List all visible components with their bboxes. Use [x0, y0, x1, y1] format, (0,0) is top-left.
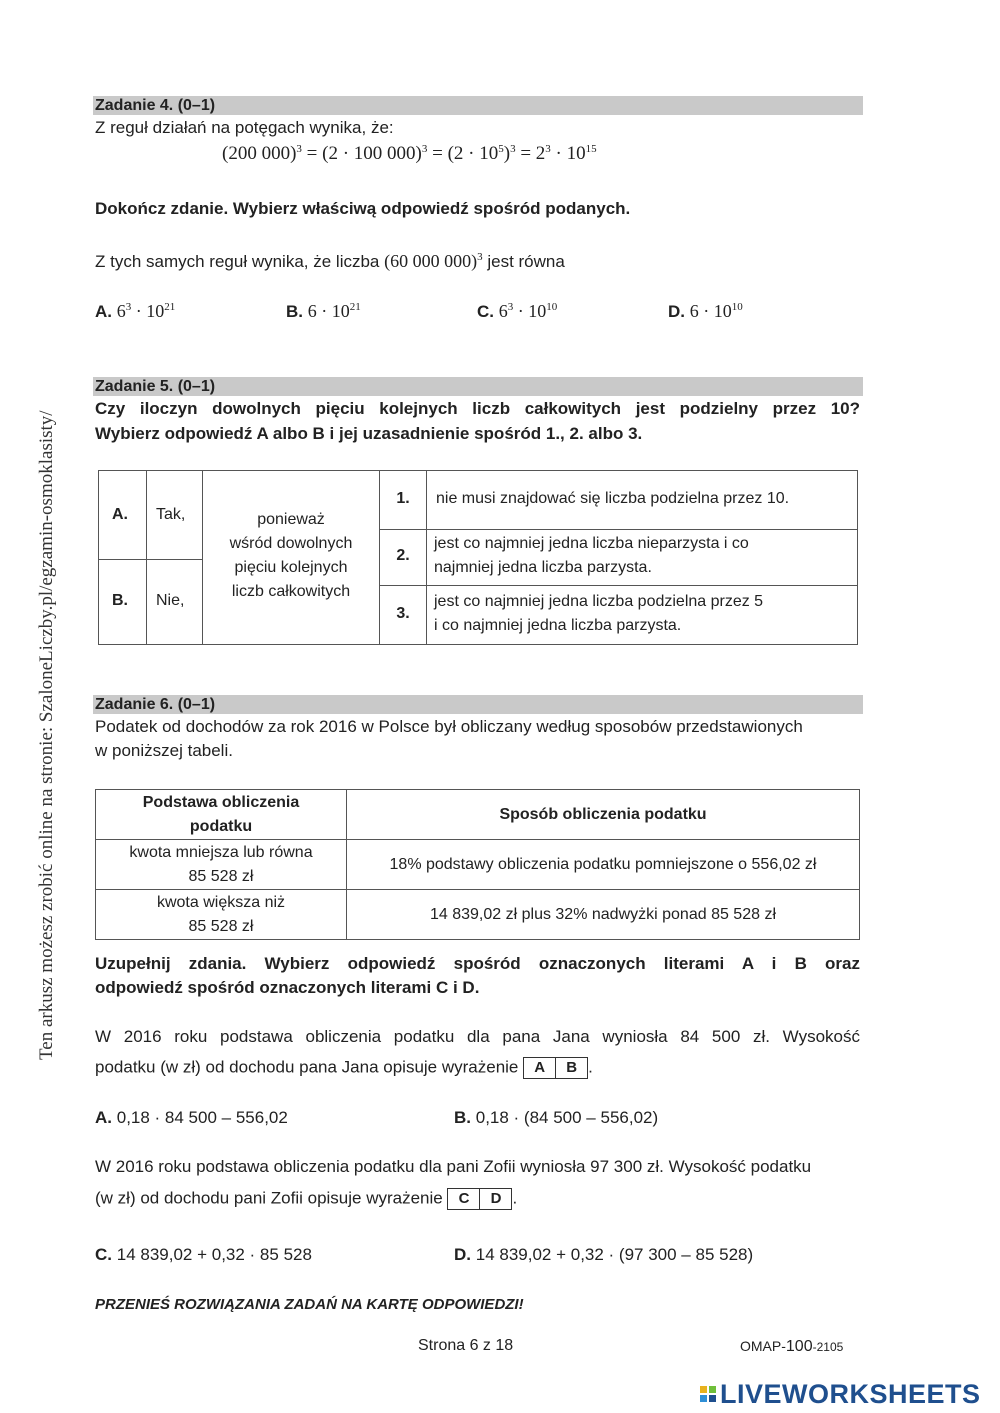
- task5-question-line2: Wybierz odpowiedź A albo B i jej uzasadnienie spośród 1., 2. albo 3.: [95, 424, 643, 443]
- jan-line1: W 2016 roku podstawa obliczenia podatku dla pana Jana wyniosła 84 500 zł. Wysokość: [95, 1027, 860, 1046]
- liveworksheets-logo: [700, 1379, 981, 1409]
- option-a-text: Tak,: [156, 506, 186, 523]
- reason3-num: 3.: [396, 605, 410, 622]
- reason2-text: jest co najmniej jedna liczba nieparzysta i co: [434, 535, 749, 552]
- task6-instruction-line2: odpowiedź spośród oznaczonych literami C i D.: [95, 978, 480, 997]
- task4-option-a[interactable]: A. $6^3 \cdot 10^{21}$: [95, 301, 176, 321]
- reason2-text: najmniej jedna liczba parzysta.: [434, 559, 652, 576]
- reason3-text: jest co najmniej jedna liczba podzielna przez 5: [434, 593, 764, 610]
- task4-header: Zadanie 4. (0–1): [93, 96, 863, 115]
- reason1-text: nie musi znajdować się liczba podzielna przez 10.: [436, 490, 790, 507]
- logo-text: LIVEWORKSHEETS: [720, 1378, 981, 1409]
- box-letter-c[interactable]: C: [458, 1190, 470, 1207]
- task6-instruction-line1: Uzupełnij zdania. Wybierz odpowiedź spośród oznaczonych literami A i B oraz: [95, 954, 860, 973]
- task6-option-a[interactable]: A. 0,18 · 84 500 – 556,02: [95, 1108, 288, 1127]
- jan-line2: podatku (w zł) od dochodu pana Jana opisuje wyrażenie A B .: [95, 1057, 593, 1079]
- task5-table: [98, 470, 858, 645]
- page-number: Strona 6 z 18: [418, 1337, 514, 1354]
- box-letter-b[interactable]: B: [555, 1058, 587, 1078]
- sidebar-note: Ten arkusz możesz zrobić online na stronie: SzaloneLiczby.pl/egzamin-osmoklasisty/: [36, 410, 57, 1060]
- task4-option-c[interactable]: C. $6^3 \cdot 10^{10}$: [477, 301, 558, 321]
- reason3-text: i co najmniej jedna liczba parzysta.: [434, 617, 682, 634]
- tax-table-header-method: Sposób obliczenia podatku: [347, 790, 860, 840]
- task6-header: Zadanie 6. (0–1): [93, 695, 863, 714]
- option-b-letter: B.: [112, 592, 128, 609]
- box-letter-d[interactable]: D: [479, 1189, 511, 1209]
- zofia-line2: (w zł) od dochodu pani Zofii opisuje wyrażenie C D .: [95, 1188, 517, 1210]
- task6-option-d[interactable]: D. 14 839,02 + 0,32 · (97 300 – 85 528): [454, 1245, 754, 1264]
- task4-equation: (200 000)$^3$ = (2 · 100 $000)^3 = (2 \cdot 10^5)^3 = 2^3 \cdot 10^{15}$: [222, 143, 597, 164]
- task4-intro: Z reguł działań na potęgach wynika, że:: [95, 118, 394, 137]
- task6-option-c[interactable]: C. 14 839,02 + 0,32 · 85 528: [95, 1245, 312, 1264]
- tax-table-method: 14 839,02 zł plus 32% nadwyżki ponad 85 528 zł: [347, 890, 860, 940]
- tax-table-method: 18% podstawy obliczenia podatku pomniejszone o 556,02 zł: [347, 840, 860, 890]
- tax-table-base: kwota mniejsza lub równa 85 528 zł: [96, 840, 347, 890]
- task4-option-d[interactable]: D. $6 \cdot 10^{10}$: [668, 301, 743, 321]
- option-a-letter: A.: [112, 506, 128, 523]
- task5-header: Zadanie 5. (0–1): [93, 377, 863, 396]
- reason1-num: 1.: [396, 490, 410, 507]
- reason2-num: 2.: [396, 547, 410, 564]
- table-row: [96, 890, 860, 940]
- tax-table-header-base: Podstawa obliczenia podatku: [96, 790, 347, 840]
- task6-option-b[interactable]: B. 0,18 · (84 500 – 556,02): [454, 1108, 659, 1127]
- task4-option-b[interactable]: B. $6 \cdot 10^{21}$: [286, 301, 361, 321]
- transfer-note: PRZENIEŚ ROZWIĄZANIA ZADAŃ NA KARTĘ ODPOWIEDZI!: [95, 1296, 524, 1313]
- task4-instruction: Dokończ zdanie. Wybierz właściwą odpowiedź spośród podanych.: [95, 199, 631, 218]
- box-letter-a[interactable]: A: [534, 1059, 546, 1076]
- option-b-text: Nie,: [156, 592, 185, 609]
- answer-box-cd[interactable]: [447, 1188, 512, 1210]
- table-row: [96, 840, 860, 890]
- answer-box-ab[interactable]: [523, 1057, 588, 1079]
- tax-table: [95, 789, 860, 940]
- task6-intro-line2: w poniższej tabeli.: [95, 741, 233, 760]
- zofia-line1: W 2016 roku podstawa obliczenia podatku dla pani Zofii wyniosła 97 300 zł. Wysokość podatku: [95, 1157, 812, 1176]
- because-line: ponieważ: [257, 511, 325, 528]
- because-line: liczb całkowitych: [231, 583, 351, 600]
- because-line: pięciu kolejnych: [234, 559, 348, 576]
- tax-table-base: kwota większa niż 85 528 zł: [96, 890, 347, 940]
- task4-question: Z tych samych reguł wynika, że liczba (60 000 000)$^3$ jest równa: [95, 251, 565, 271]
- task6-intro-line1: Podatek od dochodów za rok 2016 w Polsce był obliczany według sposobów przedstawionych: [95, 717, 803, 736]
- exam-code: OMAP-100-2105: [740, 1338, 844, 1355]
- because-line: wśród dowolnych: [229, 535, 353, 552]
- task5-question-line1: Czy iloczyn dowolnych pięciu kolejnych liczb całkowitych jest podzielny przez 10?: [95, 399, 860, 418]
- logo-mark-icon: [700, 1386, 716, 1402]
